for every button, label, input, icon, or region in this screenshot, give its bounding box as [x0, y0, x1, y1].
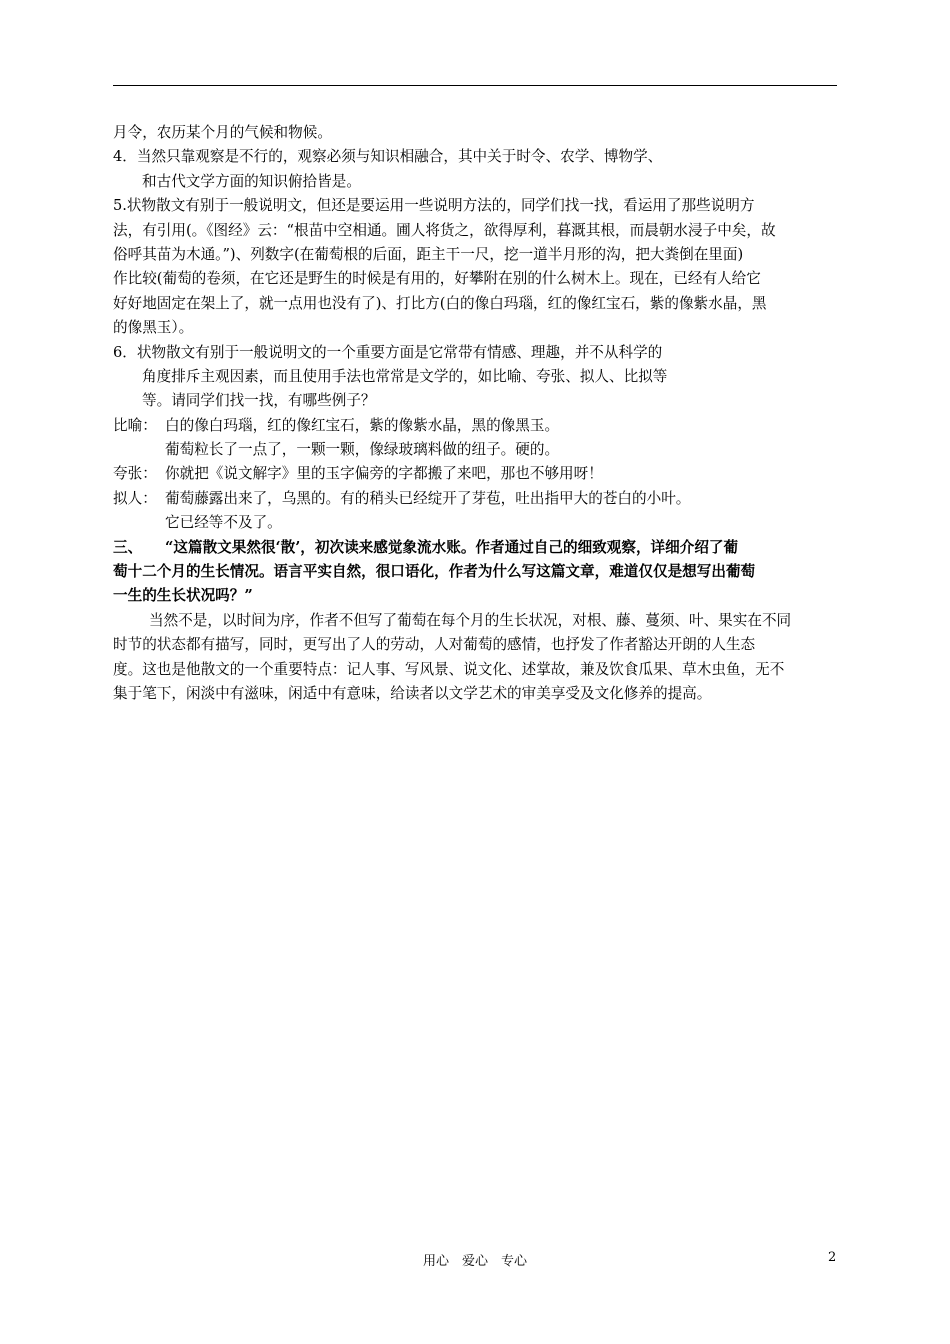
example-text: 白的像白玛瑙，红的像红宝石，紫的像紫水晶，黑的像黑玉。	[165, 416, 560, 434]
text-line: 角度排斥主观因素，而且使用手法也常常是文学的，如比喻、夸张、拟人、比拟等	[142, 367, 668, 385]
example-metaphor	[113, 414, 837, 438]
text-line: 的像黑玉）。	[113, 319, 194, 337]
text-line: 5.状物散文有别于一般说明文，但还是要运用一些说明方法的，同学们找一找，看运用了那些说明方	[113, 197, 755, 215]
page-number: 2	[828, 1250, 837, 1265]
example-label: 比喻：	[113, 416, 157, 434]
question-text: 萄十二个月的生长情况。语言平实自然，很口语化，作者为什么写这篇文章，难道仅仅是想写出葡萄	[113, 563, 756, 581]
text-line: 俗呼其苗为木通。”)、列数字(在葡萄根的后面，距主干一尺，挖一道半月形的沟，把大粪倒在里面)	[113, 245, 744, 263]
document-body	[113, 121, 837, 706]
answer-text: 度。这也是他散文的一个重要特点：记人事、写风景、说文化、述掌故，兼及饮食瓜果、草木虫鱼，无不	[113, 660, 785, 678]
question-text: “这篇散文果然很‘散’，初次读来感觉象流水账。作者通过自己的细致观察，详细介绍了葡	[165, 538, 739, 556]
example-label: 拟人：	[113, 489, 157, 507]
example-text: 你就把《说文解字》里的玉字偏旁的字都搬了来吧，那也不够用呀！	[165, 465, 603, 483]
answer-text: 集于笔下，闲淡中有滋味，闲适中有意味，给读者以文学艺术的审美享受及文化修养的提高。	[113, 684, 712, 702]
example-text: 它已经等不及了。	[165, 514, 282, 532]
text-line: 作比较(葡萄的卷须，在它还是野生的时候是有用的，好攀附在别的什么树木上。现在，已经有人给它	[113, 270, 761, 288]
footer-motto: 用心 爱心 专心	[422, 1254, 527, 1269]
question-text: 一生的生长状况吗？”	[113, 587, 253, 605]
header-rule	[113, 85, 837, 86]
text-line: 好好地固定在架上了，就一点用也没有了)、打比方(白的像白玛瑙，红的像红宝石，紫的像紫水晶，黑	[113, 294, 767, 312]
answer-text: 时节的状态都有描写，同时，更写出了人的劳动，人对葡萄的感情，也抒发了作者豁达开朗的人生态	[113, 636, 756, 654]
example-hyperbole	[113, 462, 837, 486]
section-question	[113, 536, 837, 560]
example-personification	[113, 487, 837, 511]
text-line: 6．状物散文有别于一般说明文的一个重要方面是它常带有情感、理趣，并不从科学的	[113, 343, 663, 361]
text-line: 月令，农历某个月的气候和物候。	[113, 124, 332, 141]
answer-text: 当然不是，以时间为序，作者不但写了葡萄在每个月的生长状况，对根、藤、蔓须、叶、果实在不同	[149, 611, 792, 629]
text-line: 和古代文学方面的知识俯拾皆是。	[142, 172, 361, 190]
example-text: 葡萄藤露出来了，乌黑的。有的稍头已经绽开了芽苞，吐出指甲大的苍白的小叶。	[165, 489, 691, 507]
section-number: 三、	[113, 538, 143, 556]
text-line: 4．当然只靠观察是不行的，观察必须与知识相融合，其中关于时令、农学、博物学、	[113, 148, 663, 166]
text-line: 法，有引用(。《图经》云：“根苗中空相通。圃人将货之，欲得厚利，暮溉其根，而晨朝水浸子中矣，故	[113, 221, 776, 239]
example-label: 夸张：	[113, 465, 157, 483]
text-line: 等。请同学们找一找，有哪些例子？	[142, 392, 376, 410]
example-text: 葡萄粒长了一点了，一颗一颗，像绿玻璃料做的纽子。硬的。	[165, 441, 560, 459]
